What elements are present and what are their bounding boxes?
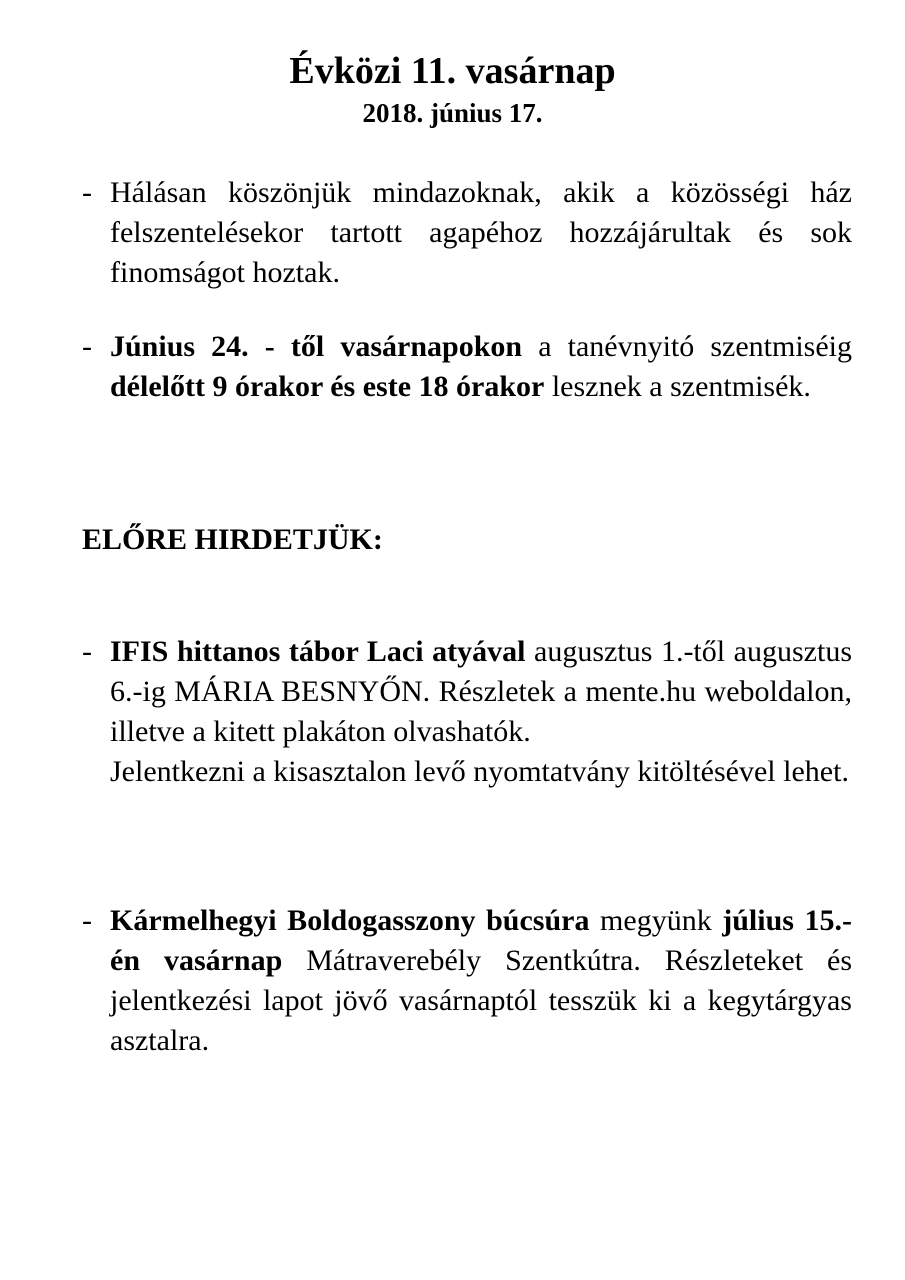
thanks-text: Hálásan köszönjük mindazoknak, akik a közösségi ház felszentelésekor tartott agapéhoz hozzájárultak és sok finomságot hoztak. (110, 176, 852, 289)
announcement-item-pilgrimage (82, 901, 852, 1061)
page-title: Évközi 11. vasárnap (289, 50, 616, 92)
bullet-dash: - (82, 904, 92, 937)
camp-registration: Jelentkezni a kisasztalon levő nyomtatvány kitöltésével lehet. (110, 755, 849, 788)
bullet-dash: - (82, 635, 92, 668)
announcement-text (110, 173, 852, 293)
announcement-text (110, 632, 867, 792)
section-heading: ELŐRE HIRDETJÜK: (82, 523, 383, 556)
bullet-dash: - (82, 330, 92, 363)
mass-times: délelőtt 9 órakor és este 18 órakor (110, 370, 545, 403)
mass-text-1: a tanévnyitó szentmiséig (522, 330, 853, 363)
pilgrimage-date: július 15.-én vasárnap (110, 904, 852, 977)
announcement-text (110, 327, 852, 407)
page-date: 2018. június 17. (362, 98, 543, 128)
announcement-item-mass-times (82, 327, 852, 407)
pilgrimage-text-1: megyünk (589, 904, 723, 937)
bullet-dash: - (82, 176, 92, 209)
announcement-text (110, 901, 852, 1061)
mass-start-date: Június 24. - től vasárnapokon (110, 330, 523, 363)
mass-text-2: lesznek a szentmisék. (544, 370, 811, 403)
camp-title: IFIS hittanos tábor Laci atyával (110, 635, 526, 668)
pilgrimage-title: Kármelhegyi Boldogasszony búcsúra (110, 904, 590, 937)
pilgrimage-text-2: Mátraverebély Szentkútra. Részleteket és jelentkezési lapot jövő vasárnaptól tesszük ki a kegytárgyas asztalra. (110, 944, 852, 1057)
announcement-item-camp (82, 632, 867, 792)
announcement-item-thanks (82, 173, 852, 293)
camp-details: augusztus 1.-től augusztus 6.-ig MÁRIA BESNYŐN. Részletek a mente.hu weboldalon, illetve a kitett plakáton olvashatók. (110, 635, 867, 748)
